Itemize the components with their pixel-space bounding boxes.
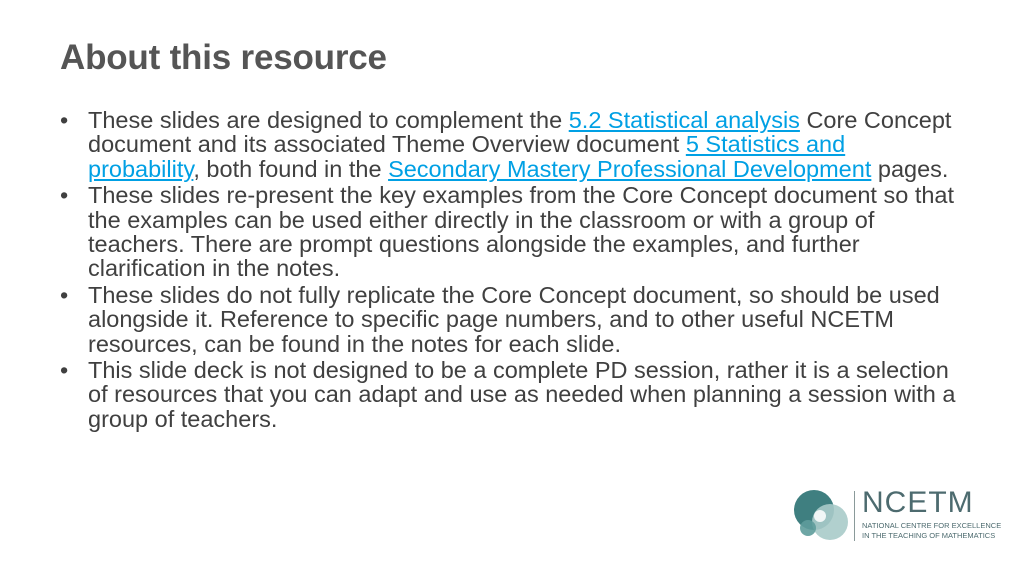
bullet-list — [60, 108, 960, 433]
bullet-text: These slides are designed to complement the — [88, 107, 569, 133]
bullet-text: Core Concept document and its associated Theme Overview document — [88, 107, 952, 158]
bullet-item — [60, 183, 960, 281]
bullet-item — [60, 283, 960, 356]
ncetm-logo — [790, 486, 1002, 544]
resource-link[interactable]: Secondary Mastery Professional Development — [388, 155, 872, 182]
logo-tagline-line1: NATIONAL CENTRE FOR EXCELLENCE — [862, 521, 1002, 530]
bullet-text: These slides re-present the key examples from the Core Concept document so that the examples can be used either directly in the classroom or with a group of teachers. There are prompt questions alongside the examples, and further clarification in the notes. — [88, 182, 955, 282]
ncetm-logo-icon — [790, 488, 852, 544]
resource-link[interactable]: 5.2 Statistical analysis — [568, 107, 800, 133]
resource-link[interactable]: 5 Statistics and probability — [88, 131, 846, 182]
bullet-text: , both found in the — [193, 155, 389, 182]
logo-tagline-line2: IN THE TEACHING OF MATHEMATICS — [862, 531, 996, 540]
logo-tagline — [862, 521, 1002, 541]
bullet-text: These slides do not fully replicate the Core Concept document, so should be used alongside it. Reference to specific page numbers, and to other useful NCETM resources, can be found in the notes for each slide. — [88, 281, 940, 357]
bullet-text: pages. — [871, 155, 949, 182]
page-title: About this resource — [60, 38, 387, 77]
bullet-item — [60, 358, 960, 431]
bullet-text: This slide deck is not designed to be a complete PD session, rather it is a selection of resources that you can adapt and use as needed when planning a session with a group of teachers. — [88, 357, 956, 432]
logo-wordmark: NCETM — [862, 486, 974, 519]
logo-divider — [854, 491, 855, 541]
bullet-item — [60, 108, 960, 181]
